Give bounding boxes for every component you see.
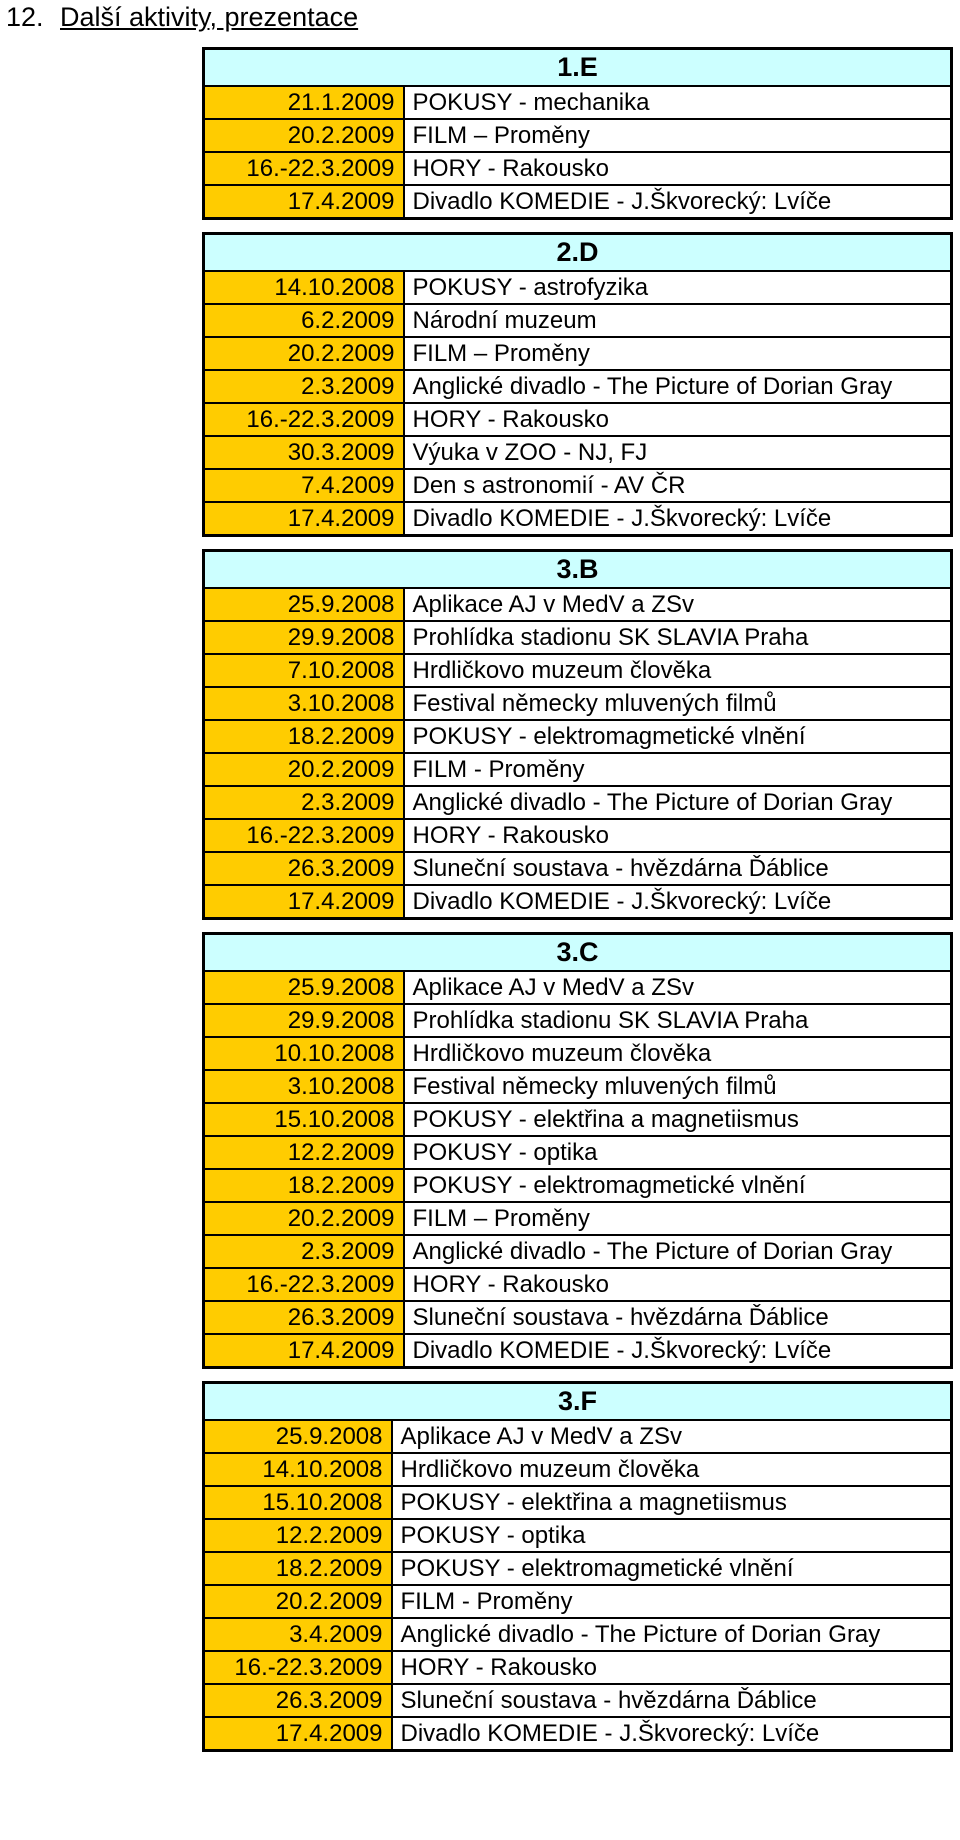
activity-date: 15.10.2008 — [204, 1103, 404, 1136]
activity-name: POKUSY - elektromagmetické vlnění — [392, 1552, 952, 1585]
class-name-header: 2.D — [204, 234, 952, 272]
activity-name: Sluneční soustava - hvězdárna Ďáblice — [404, 852, 952, 885]
activity-date: 3.4.2009 — [204, 1618, 392, 1651]
activity-name: Anglické divadlo - The Picture of Dorian Gray — [404, 1235, 952, 1268]
activity-name: Divadlo KOMEDIE - J.Škvorecký: Lvíče — [392, 1717, 952, 1751]
table-row — [204, 1651, 952, 1684]
table-row — [204, 119, 952, 152]
activity-tables — [202, 47, 953, 1752]
activity-name: POKUSY - astrofyzika — [404, 271, 952, 304]
activity-date: 10.10.2008 — [204, 1037, 404, 1070]
table-row — [204, 720, 952, 753]
activity-date: 15.10.2008 — [204, 1486, 392, 1519]
activity-name: Festival německy mluvených filmů — [404, 1070, 952, 1103]
table-row — [204, 1004, 952, 1037]
activity-date: 16.-22.3.2009 — [204, 1268, 404, 1301]
table-row — [204, 502, 952, 536]
table-row — [204, 1585, 952, 1618]
activity-date: 26.3.2009 — [204, 852, 404, 885]
activity-name: Anglické divadlo - The Picture of Dorian Gray — [404, 370, 952, 403]
activity-date: 18.2.2009 — [204, 720, 404, 753]
activity-date: 17.4.2009 — [204, 1717, 392, 1751]
activity-date: 29.9.2008 — [204, 1004, 404, 1037]
activity-name: Divadlo KOMEDIE - J.Škvorecký: Lvíče — [404, 1334, 952, 1368]
activity-name: Národní muzeum — [404, 304, 952, 337]
table-row — [204, 753, 952, 786]
activity-date: 17.4.2009 — [204, 185, 404, 219]
section-heading — [6, 2, 358, 32]
activity-date: 16.-22.3.2009 — [204, 819, 404, 852]
table-row — [204, 436, 952, 469]
activity-date: 25.9.2008 — [204, 1420, 392, 1453]
table-row — [204, 1684, 952, 1717]
table-header-row — [204, 49, 952, 87]
activity-name: POKUSY - elektromagmetické vlnění — [404, 1169, 952, 1202]
table-row — [204, 1301, 952, 1334]
table-row — [204, 588, 952, 621]
activity-name: POKUSY - optika — [404, 1136, 952, 1169]
table-row — [204, 1202, 952, 1235]
activity-date: 25.9.2008 — [204, 588, 404, 621]
class-name-header: 1.E — [204, 49, 952, 87]
activity-date: 20.2.2009 — [204, 1585, 392, 1618]
activity-date: 2.3.2009 — [204, 370, 404, 403]
section-number: 12. — [6, 2, 44, 32]
activity-name: HORY - Rakousko — [392, 1651, 952, 1684]
activity-date: 18.2.2009 — [204, 1169, 404, 1202]
table-row — [204, 1070, 952, 1103]
activity-date: 2.3.2009 — [204, 786, 404, 819]
table-row — [204, 1486, 952, 1519]
class-name-header: 3.C — [204, 934, 952, 972]
table-row — [204, 621, 952, 654]
activity-name: Hrdličkovo muzeum člověka — [392, 1453, 952, 1486]
activity-name: FILM – Proměny — [404, 119, 952, 152]
activity-name: POKUSY - mechanika — [404, 86, 952, 119]
activity-name: Anglické divadlo - The Picture of Dorian Gray — [404, 786, 952, 819]
table-header-row — [204, 234, 952, 272]
activity-name: Anglické divadlo - The Picture of Dorian Gray — [392, 1618, 952, 1651]
activity-name: Sluneční soustava - hvězdárna Ďáblice — [404, 1301, 952, 1334]
table-row — [204, 1136, 952, 1169]
table-row — [204, 852, 952, 885]
activity-name: HORY - Rakousko — [404, 403, 952, 436]
activity-date: 17.4.2009 — [204, 502, 404, 536]
table-row — [204, 469, 952, 502]
class-table-3b — [202, 549, 953, 920]
class-table-1e — [202, 47, 953, 220]
activity-date: 16.-22.3.2009 — [204, 403, 404, 436]
activity-date: 26.3.2009 — [204, 1301, 404, 1334]
activity-name: FILM - Proměny — [392, 1585, 952, 1618]
table-row — [204, 152, 952, 185]
table-header-row — [204, 551, 952, 589]
activity-name: Divadlo KOMEDIE - J.Škvorecký: Lvíče — [404, 185, 952, 219]
table-row — [204, 185, 952, 219]
activity-name: FILM – Proměny — [404, 337, 952, 370]
table-row — [204, 786, 952, 819]
table-row — [204, 86, 952, 119]
class-table-2d — [202, 232, 953, 537]
activity-date: 29.9.2008 — [204, 621, 404, 654]
activity-name: FILM – Proměny — [404, 1202, 952, 1235]
section-title: Další aktivity, prezentace — [60, 2, 359, 32]
activity-date: 12.2.2009 — [204, 1519, 392, 1552]
activity-name: HORY - Rakousko — [404, 1268, 952, 1301]
activity-name: Divadlo KOMEDIE - J.Škvorecký: Lvíče — [404, 885, 952, 919]
table-row — [204, 654, 952, 687]
class-name-header: 3.F — [204, 1383, 952, 1421]
table-row — [204, 1037, 952, 1070]
activity-date: 14.10.2008 — [204, 271, 404, 304]
table-row — [204, 370, 952, 403]
activity-name: Prohlídka stadionu SK SLAVIA Praha — [404, 1004, 952, 1037]
activity-date: 20.2.2009 — [204, 753, 404, 786]
activity-name: Výuka v ZOO - NJ, FJ — [404, 436, 952, 469]
table-row — [204, 1169, 952, 1202]
class-name-header: 3.B — [204, 551, 952, 589]
activity-date: 30.3.2009 — [204, 436, 404, 469]
activity-name: HORY - Rakousko — [404, 819, 952, 852]
activity-date: 14.10.2008 — [204, 1453, 392, 1486]
table-row — [204, 819, 952, 852]
activity-name: Festival německy mluvených filmů — [404, 687, 952, 720]
activity-date: 3.10.2008 — [204, 687, 404, 720]
table-row — [204, 1453, 952, 1486]
activity-name: HORY - Rakousko — [404, 152, 952, 185]
activity-date: 20.2.2009 — [204, 119, 404, 152]
activity-name: Aplikace AJ v MedV a ZSv — [404, 588, 952, 621]
table-header-row — [204, 1383, 952, 1421]
table-row — [204, 304, 952, 337]
class-table-3c — [202, 932, 953, 1369]
table-row — [204, 1618, 952, 1651]
activity-name: Den s astronomií - AV ČR — [404, 469, 952, 502]
activity-date: 12.2.2009 — [204, 1136, 404, 1169]
table-row — [204, 403, 952, 436]
activity-date: 6.2.2009 — [204, 304, 404, 337]
activity-date: 3.10.2008 — [204, 1070, 404, 1103]
table-row — [204, 1334, 952, 1368]
table-row — [204, 1268, 952, 1301]
activity-date: 2.3.2009 — [204, 1235, 404, 1268]
table-row — [204, 1420, 952, 1453]
activity-date: 7.4.2009 — [204, 469, 404, 502]
activity-date: 20.2.2009 — [204, 1202, 404, 1235]
activity-date: 16.-22.3.2009 — [204, 152, 404, 185]
activity-name: FILM - Proměny — [404, 753, 952, 786]
activity-date: 21.1.2009 — [204, 86, 404, 119]
table-row — [204, 1235, 952, 1268]
activity-date: 20.2.2009 — [204, 337, 404, 370]
activity-name: POKUSY - elektřina a magnetiismus — [392, 1486, 952, 1519]
activity-date: 18.2.2009 — [204, 1552, 392, 1585]
activity-name: POKUSY - elektromagmetické vlnění — [404, 720, 952, 753]
activity-name: Divadlo KOMEDIE - J.Škvorecký: Lvíče — [404, 502, 952, 536]
table-row — [204, 1717, 952, 1751]
activity-date: 17.4.2009 — [204, 885, 404, 919]
table-row — [204, 1103, 952, 1136]
activity-name: Aplikace AJ v MedV a ZSv — [392, 1420, 952, 1453]
activity-date: 7.10.2008 — [204, 654, 404, 687]
activity-name: Hrdličkovo muzeum člověka — [404, 654, 952, 687]
activity-date: 16.-22.3.2009 — [204, 1651, 392, 1684]
activity-name: Aplikace AJ v MedV a ZSv — [404, 971, 952, 1004]
table-row — [204, 687, 952, 720]
table-row — [204, 271, 952, 304]
class-table-3f — [202, 1381, 953, 1752]
table-row — [204, 885, 952, 919]
activity-name: Hrdličkovo muzeum člověka — [404, 1037, 952, 1070]
activity-date: 26.3.2009 — [204, 1684, 392, 1717]
activity-name: Prohlídka stadionu SK SLAVIA Praha — [404, 621, 952, 654]
activity-date: 17.4.2009 — [204, 1334, 404, 1368]
table-row — [204, 337, 952, 370]
activity-date: 25.9.2008 — [204, 971, 404, 1004]
activity-name: POKUSY - optika — [392, 1519, 952, 1552]
activity-name: Sluneční soustava - hvězdárna Ďáblice — [392, 1684, 952, 1717]
table-row — [204, 971, 952, 1004]
activity-name: POKUSY - elektřina a magnetiismus — [404, 1103, 952, 1136]
table-header-row — [204, 934, 952, 972]
table-row — [204, 1519, 952, 1552]
table-row — [204, 1552, 952, 1585]
